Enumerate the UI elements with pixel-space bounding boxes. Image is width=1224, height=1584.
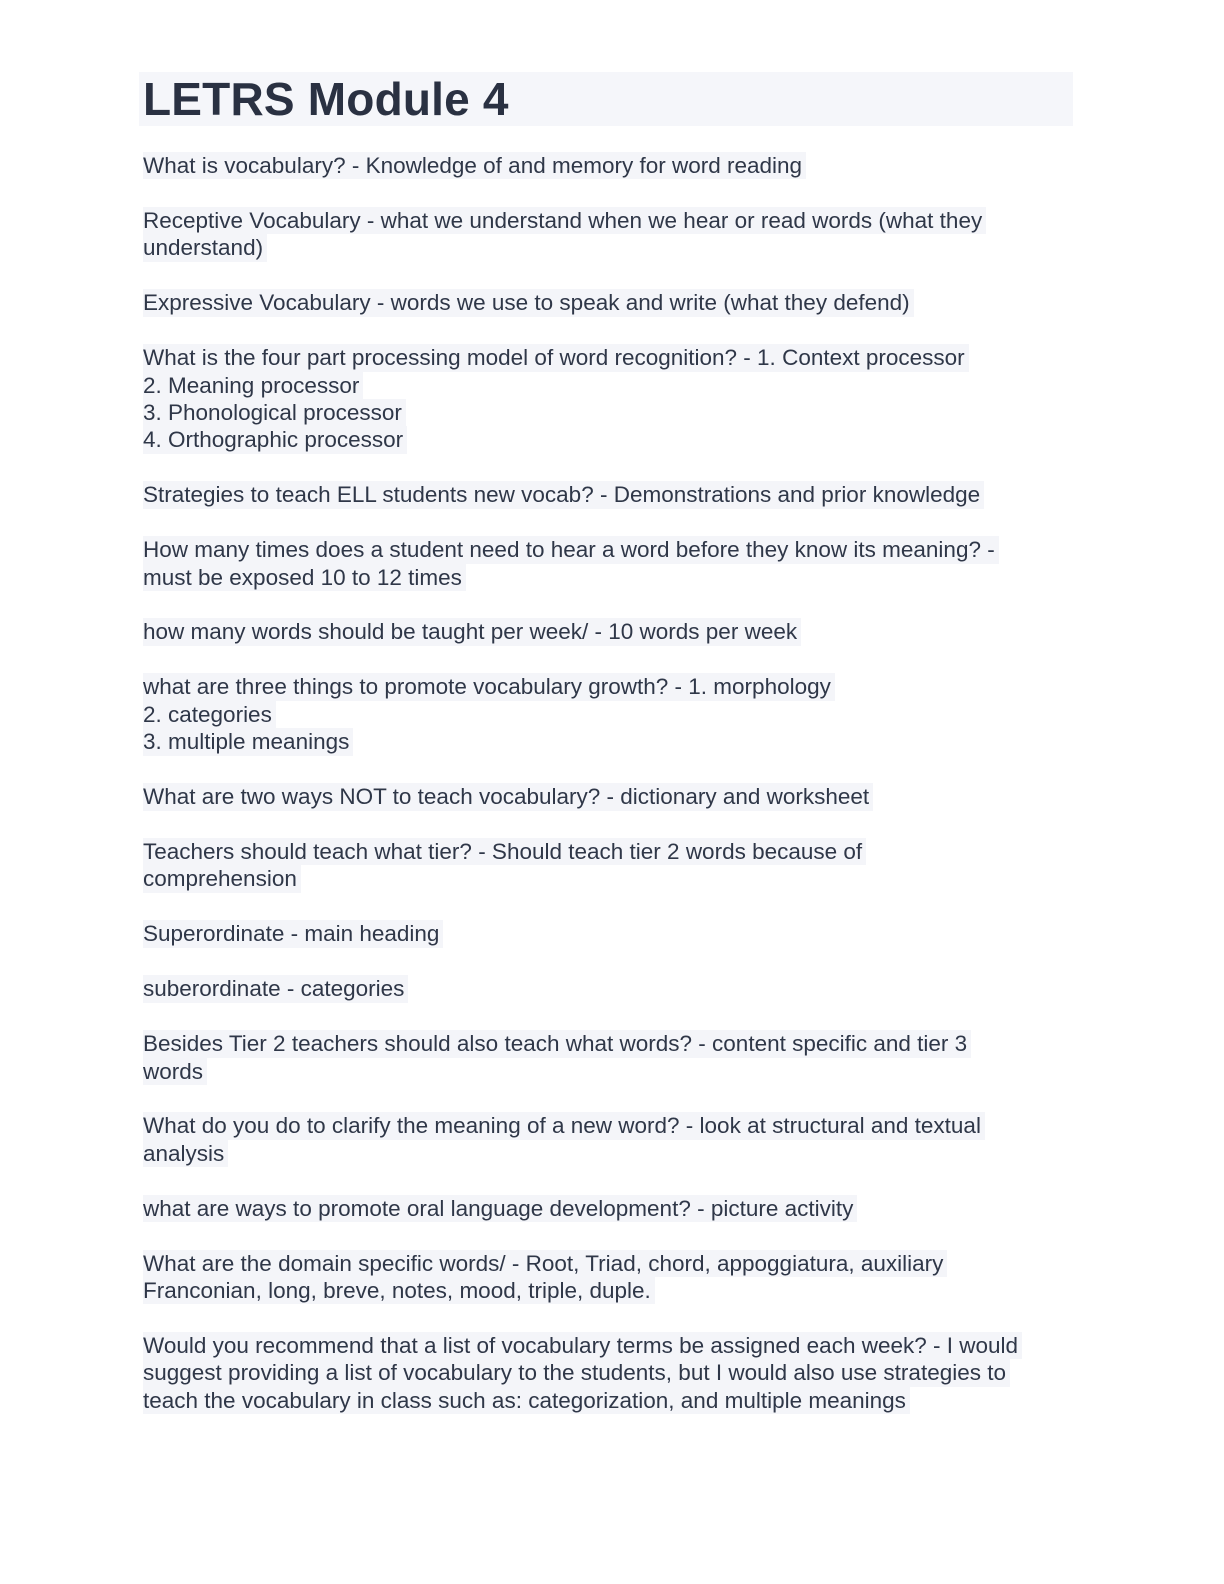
flashcard-entry <box>143 481 1073 508</box>
flashcard-line: Expressive Vocabulary - words we use to speak and write (what they defend) <box>143 289 914 316</box>
flashcard-list <box>143 152 1073 1414</box>
flashcard-line: what are ways to promote oral language development? - picture activity <box>143 1195 857 1222</box>
flashcard-entry <box>143 1332 1073 1414</box>
flashcard-line: What do you do to clarify the meaning of a new word? - look at structural and textual <box>143 1112 985 1139</box>
flashcard-line: Besides Tier 2 teachers should also teach what words? - content specific and tier 3 <box>143 1030 971 1057</box>
flashcard-line: 3. Phonological processor <box>143 399 406 426</box>
flashcard-line: how many words should be taught per week/ - 10 words per week <box>143 618 801 645</box>
flashcard-entry <box>143 1030 1073 1085</box>
flashcard-line: 3. multiple meanings <box>143 728 353 755</box>
flashcard-line: Would you recommend that a list of vocabulary terms be assigned each week? - I would <box>143 1332 1022 1359</box>
flashcard-entry <box>143 975 1073 1002</box>
flashcard-entry <box>143 618 1073 645</box>
flashcard-entry <box>143 1195 1073 1222</box>
flashcard-entry <box>143 152 1073 179</box>
flashcard-line: understand) <box>143 234 267 261</box>
flashcard-entry <box>143 673 1073 755</box>
flashcard-line: suggest providing a list of vocabulary to the students, but I would also use strategies to <box>143 1359 1010 1386</box>
flashcard-line: What are the domain specific words/ - Root, Triad, chord, appoggiatura, auxiliary <box>143 1250 947 1277</box>
flashcard-entry <box>143 1112 1073 1167</box>
flashcard-line: What is vocabulary? - Knowledge of and memory for word reading <box>143 152 806 179</box>
flashcard-entry <box>143 344 1073 454</box>
flashcard-line: What are two ways NOT to teach vocabulary? - dictionary and worksheet <box>143 783 873 810</box>
flashcard-line: what are three things to promote vocabulary growth? - 1. morphology <box>143 673 835 700</box>
flashcard-line: Teachers should teach what tier? - Should teach tier 2 words because of <box>143 838 866 865</box>
flashcard-line: Superordinate - main heading <box>143 920 443 947</box>
flashcard-entry <box>143 536 1073 591</box>
flashcard-entry <box>143 1250 1073 1305</box>
flashcard-line: Receptive Vocabulary - what we understand when we hear or read words (what they <box>143 207 986 234</box>
flashcard-line: 2. categories <box>143 701 276 728</box>
page-title: LETRS Module 4 <box>143 73 509 125</box>
flashcard-entry <box>143 920 1073 947</box>
flashcard-line: comprehension <box>143 865 301 892</box>
flashcard-line: What is the four part processing model of word recognition? - 1. Context processor <box>143 344 969 371</box>
title-bar <box>139 72 1073 126</box>
flashcard-entry <box>143 838 1073 893</box>
flashcard-line: How many times does a student need to hear a word before they know its meaning? - <box>143 536 999 563</box>
flashcard-line: analysis <box>143 1140 228 1167</box>
document-page <box>143 72 1073 1442</box>
flashcard-entry <box>143 207 1073 262</box>
flashcard-line: Franconian, long, breve, notes, mood, triple, duple. <box>143 1277 655 1304</box>
flashcard-entry <box>143 783 1073 810</box>
flashcard-entry <box>143 289 1073 316</box>
flashcard-line: 2. Meaning processor <box>143 372 363 399</box>
flashcard-line: words <box>143 1058 207 1085</box>
flashcard-line: must be exposed 10 to 12 times <box>143 564 466 591</box>
flashcard-line: suberordinate - categories <box>143 975 408 1002</box>
flashcard-line: 4. Orthographic processor <box>143 426 407 453</box>
flashcard-line: teach the vocabulary in class such as: categorization, and multiple meanings <box>143 1387 910 1414</box>
flashcard-line: Strategies to teach ELL students new vocab? - Demonstrations and prior knowledge <box>143 481 984 508</box>
